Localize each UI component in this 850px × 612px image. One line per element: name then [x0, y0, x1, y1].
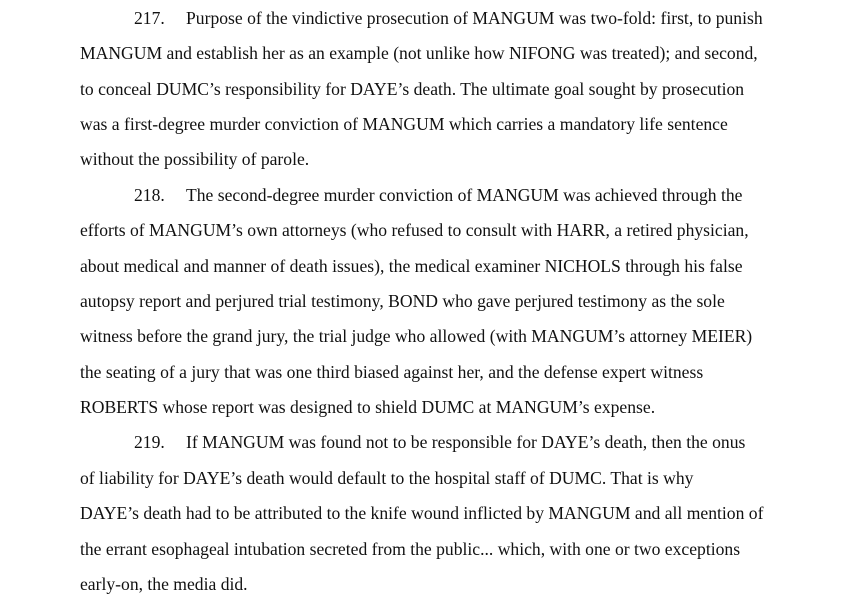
paragraph-219-line: DAYE’s death had to be attributed to the knife wound inflicted by MANGUM and all mention of	[80, 503, 764, 523]
paragraph-219-line: the errant esophageal intubation secreted from the public... which, with one or two exceptions	[80, 539, 741, 559]
paragraph-218-line: witness before the grand jury, the trial judge who allowed (with MANGUM’s attorney MEIER)	[80, 326, 753, 346]
paragraph-219-line: of liability for DAYE’s death would default to the hospital staff of DUMC. That is why	[80, 468, 694, 488]
paragraph-number: 219.	[134, 432, 165, 452]
paragraph-219-line: early-on, the media did.	[80, 574, 248, 594]
paragraph-text: The second-degree murder conviction of MANGUM was achieved through the	[186, 185, 743, 205]
paragraph-number: 217.	[134, 8, 165, 28]
paragraph-218-line: autopsy report and perjured trial testimony, BOND who gave perjured testimony as the sole	[80, 291, 725, 311]
paragraph-218-line: efforts of MANGUM’s own attorneys (who refused to consult with HARR, a retired physician,	[80, 220, 749, 240]
paragraph-218-line: ROBERTS whose report was designed to shield DUMC at MANGUM’s expense.	[80, 397, 656, 417]
paragraph-218-line: the seating of a jury that was one third biased against her, and the defense expert witness	[80, 362, 704, 382]
paragraph-number: 218.	[134, 185, 165, 205]
paragraph-217-line: MANGUM and establish her as an example (not unlike how NIFONG was treated); and second,	[80, 43, 758, 63]
paragraph-217-line: without the possibility of parole.	[80, 149, 310, 169]
paragraph-218-first-line	[134, 184, 742, 206]
paragraph-text: Purpose of the vindictive prosecution of MANGUM was two-fold: first, to punish	[186, 8, 763, 28]
paragraph-218-line: about medical and manner of death issues), the medical examiner NICHOLS through his false	[80, 256, 743, 276]
paragraph-217-first-line	[134, 7, 763, 29]
paragraph-text: If MANGUM was found not to be responsible for DAYE’s death, then the onus	[186, 432, 746, 452]
paragraph-217-line: to conceal DUMC’s responsibility for DAYE’s death. The ultimate goal sought by prosecution	[80, 79, 745, 99]
paragraph-219-first-line	[134, 431, 745, 453]
paragraph-217-line: was a first-degree murder conviction of MANGUM which carries a mandatory life sentence	[80, 114, 728, 134]
